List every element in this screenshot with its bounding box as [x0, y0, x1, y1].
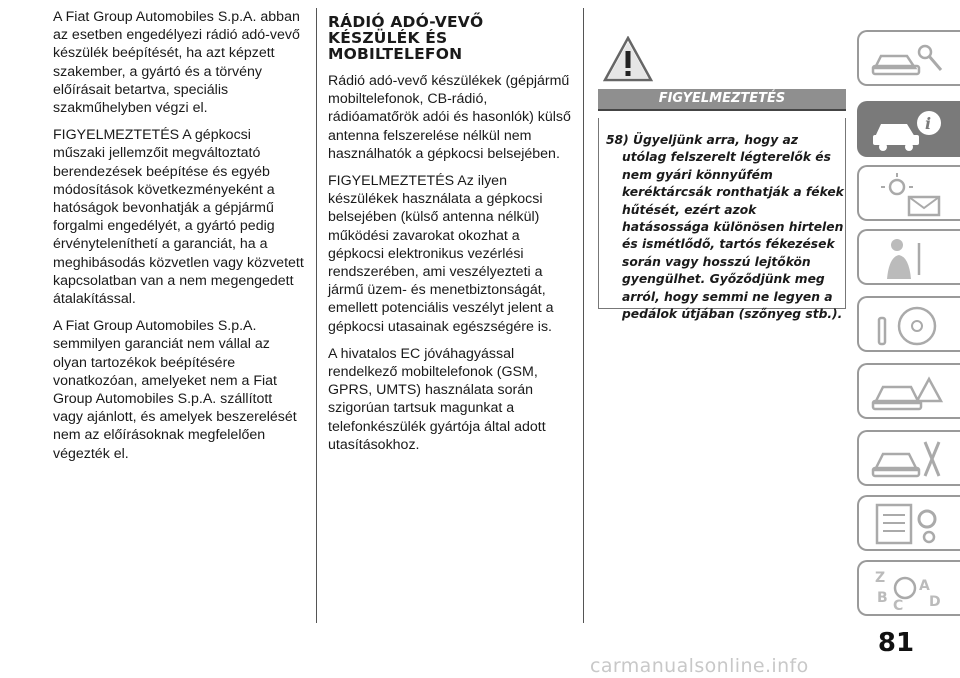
page-number: 81 [877, 628, 915, 658]
warning-title: FIGYELMEZTETÉS [598, 89, 846, 111]
tab-tools[interactable] [857, 430, 960, 486]
tab-specs[interactable] [857, 495, 960, 551]
svg-text:B: B [877, 590, 888, 606]
specs-gear-icon [869, 501, 949, 547]
car-breakdown-icon [869, 369, 949, 415]
tab-steering[interactable] [857, 296, 960, 352]
paragraph: FIGYELMEZTETÉS Az ilyen készülékek használata a gépkocsi belsejében (külső antenna nélkül) működési zavarokat okozhat a gépkocsi elektronikus vezérlési rendszerében, ami veszélyezteti a jármű üzem- és menetbiztonságát, emellett potenciális veszélyt jelent a gépkocsi utasainak egészségére is. [328, 173, 554, 335]
svg-text:Z: Z [875, 570, 886, 586]
column-divider-left [316, 8, 317, 623]
tab-car-key[interactable] [857, 30, 960, 86]
svg-text:i: i [925, 114, 932, 133]
warning-lights-icon [869, 171, 949, 217]
paragraph: A hivatalos EC jóváhagyással rendelkező mobiltelefonok (GSM, GPRS, UMTS) használata során szigorúan tartsuk magunkat a telefonkészülék gyártója által adott utasításokhoz. [328, 345, 546, 453]
text-column-1 [53, 8, 305, 472]
tab-warning-lights[interactable] [857, 165, 960, 221]
paragraph: FIGYELMEZTETÉS A gépkocsi műszaki jellemzőit megváltoztató berendezések beépítése és egyéb módosítások következményeként a hatóságok bevonhatják a gépjármű forgalmi engedélyét, a gyártó pedig érvényteleníthetí a garanciát, ha a meghibásodás közvetlen vagy közvetett kapcsolatban van a nem megengedett átalakítással. [53, 127, 304, 308]
warning-note [606, 132, 844, 323]
section-heading: RÁDIÓ ADÓ-VEVŐ KÉSZÜLÉK ÉS MOBILTELEFON [328, 13, 484, 63]
watermark: carmanualsonline.info [590, 655, 809, 677]
index-letters-icon [869, 566, 949, 612]
car-info-icon [869, 107, 949, 153]
svg-text:A: A [919, 578, 930, 594]
warning-note-text: 58) Ügyeljünk arra, hogy az utólag felszerelt légterelők és nem gyári könnyűfém keréktárcsák ronthatják a fékek hűtését, ezért azok hatásossága különösen hirtelen és ismétlődő, tartós fékezések során vagy hosszú lejtőkön gyengülhet. Győződjünk meg arról, hogy semmi ne legyen a pedálok útjában (szőnyeg stb.). [606, 133, 844, 322]
car-tools-icon [869, 436, 949, 482]
tab-car-info[interactable] [857, 101, 960, 157]
text-column-2 [328, 8, 573, 463]
steering-wheel-key-icon [869, 302, 949, 348]
paragraph: A Fiat Group Automobiles S.p.A. semmilyen garanciát nem vállal az olyan tartozékok beépítésére vonatkozóan, amelyeket nem a Fiat Group Automobiles S.p.A. szállított vagy ajánlott, és amelyek beszerelését nem az előírásoknak megfelelően végezték el. [53, 318, 297, 462]
warning-triangle-icon [603, 36, 653, 82]
airbag-person-icon [869, 235, 949, 281]
column-divider-right [583, 8, 584, 623]
tab-index[interactable] [857, 560, 960, 616]
svg-text:C: C [893, 598, 904, 612]
tab-airbag[interactable] [857, 229, 960, 285]
tab-breakdown[interactable] [857, 363, 960, 419]
svg-text:D: D [929, 594, 941, 610]
car-key-icon [869, 36, 949, 82]
paragraph: Rádió adó-vevő készülékek (gépjármű mobiltelefonok, CB-rádió, rádióamatőrök adói és hasonlók) külső antenna felszerelése nélkül nem használhatók a gépkocsi belsejében. [328, 73, 571, 162]
paragraph: A Fiat Group Automobiles S.p.A. abban az esetben engedélyezi rádió adó-vevő készülék beépítését, ha azt képzett szakember, a gyártó és a törvény előírásait betartva, speciális szakműhelyben végzi el. [53, 9, 300, 117]
